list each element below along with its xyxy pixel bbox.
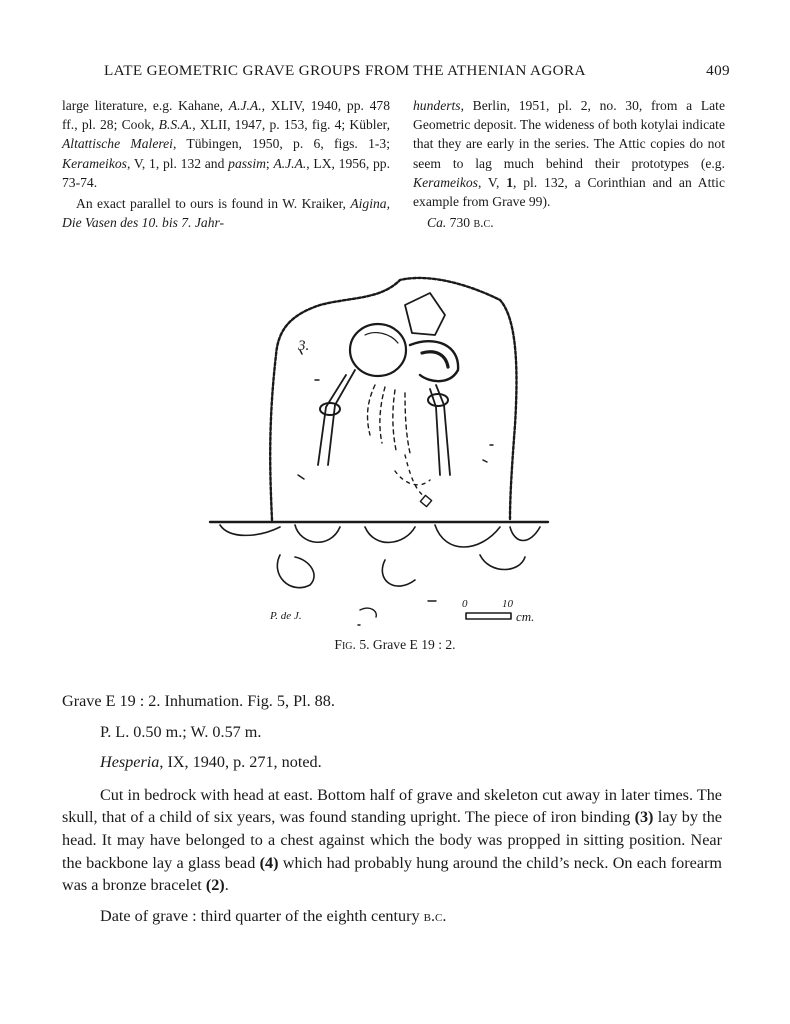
entry-date: Date of grave : third quarter of the eighth century b.c. — [100, 906, 447, 925]
bracelet-left — [320, 403, 340, 415]
entry-dimensions: P. L. 0.50 m.; W. 0.57 m. — [100, 722, 262, 741]
scale-unit: cm. — [516, 609, 535, 624]
glass-bead — [420, 495, 431, 506]
arm-left — [318, 370, 355, 465]
right-column — [413, 96, 725, 232]
scale-bar — [466, 613, 511, 619]
entry-description: Cut in bedrock with head at east. Bottom half of grave and skeleton cut away in later times. The skull, that of a child of six years, was found standing upright. The piece of iron binding (3) lay by the head. It may have belonged to a chest against which the body was propped in sitting position. Near the backbone lay a glass bead (4) which had probably hung around the child’s neck. On each forearm was a bronze bracelet (2). — [62, 785, 722, 895]
iron-binding — [405, 293, 445, 335]
grave-entry — [62, 690, 722, 927]
artist-signature: P. de J. — [270, 610, 302, 622]
scale-zero: 0 — [462, 598, 468, 610]
right-column-paragraph: hunderts, Berlin, 1951, pl. 2, no. 30, from a Late Geometric deposit. The wideness of both kotylai indicate that they are early in the series. The Attic copies do not seem to lag much behind their prototypes (e.g. Kerameikos, V, 1, pl. 132, a Corinthian and an Attic example from Grave 99). — [413, 98, 725, 210]
running-title: LATE GEOMETRIC GRAVE GROUPS FROM THE ATHENIAN AGORA — [104, 62, 586, 79]
left-column-paragraph: large literature, e.g. Kahane, A.J.A., XLIV, 1940, pp. 478 ff., pl. 28; Cook, B.S.A., XLII, 1947, p. 153, fig. 4; Kübler, Altattische Malerei, Tübingen, 1950, p. 6, figs. 1-3; Kerameikos, V, 1, pl. 132 and passim; A.J.A., LX, 1956, pp. 73-74. — [62, 98, 390, 190]
bracelet-right — [428, 394, 448, 406]
jaw — [410, 341, 458, 381]
running-header — [104, 62, 730, 80]
bedrock-stones — [220, 525, 540, 588]
entry-title: Grave E 19 : 2. Inhumation. Fig. 5, Pl. 88. — [62, 692, 335, 710]
ribs — [368, 385, 410, 453]
date-note: Ca. 730 b.c. — [427, 215, 494, 231]
left-column — [62, 96, 390, 232]
left-column-paragraph: An exact parallel to ours is found in W. Kraiker, Aigina, Die Vasen des 10. bis 7. Jahr- — [62, 196, 390, 231]
skull — [350, 324, 406, 376]
find-number-label: 3. — [298, 338, 310, 354]
page-number: 409 — [706, 62, 730, 79]
figure-caption: Fig. 5. Grave E 19 : 2. — [334, 637, 456, 652]
entry-reference: Hesperia, IX, 1940, p. 271, noted. — [100, 753, 322, 772]
grave-drawing — [200, 275, 560, 635]
scale-ten: 10 — [502, 598, 513, 610]
